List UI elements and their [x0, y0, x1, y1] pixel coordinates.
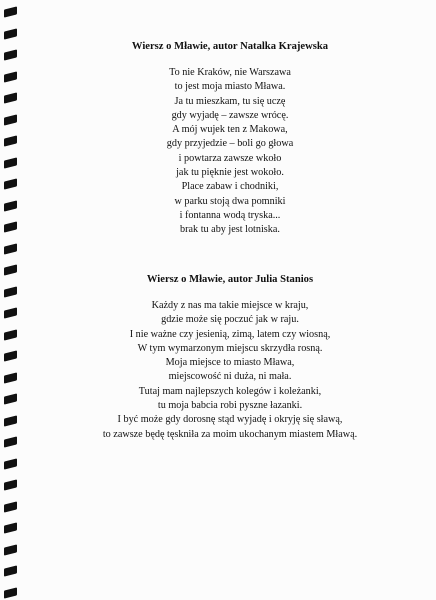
poem-line: To nie Kraków, nie Warszawa	[169, 67, 291, 78]
poem-line: jak tu pięknie jest wokoło.	[176, 167, 284, 179]
binding-hole	[4, 501, 17, 512]
spiral-binding	[0, 0, 24, 600]
binding-hole	[4, 372, 17, 383]
binding-hole	[4, 200, 17, 211]
binding-hole	[4, 565, 17, 576]
poem-julia-stanios	[30, 273, 430, 442]
poem-line: w parku stoją dwa pomniki	[174, 195, 286, 207]
poem-line: Place zabaw i chodniki,	[181, 181, 279, 193]
binding-hole	[4, 544, 17, 555]
binding-hole	[4, 243, 17, 254]
poem-line: gdzie może się poczuć jak w raju.	[161, 314, 299, 326]
poem-line: to zawsze będę tęskniła za moim ukochanym miastem Mławą.	[102, 428, 358, 440]
poem-line: Ja tu mieszkam, tu się uczę	[174, 95, 286, 107]
poem-line: tu moja babcia robi pyszne łazanki.	[157, 400, 303, 412]
poem-line: i fontanna wodą tryska...	[179, 209, 281, 221]
binding-hole	[4, 329, 17, 340]
binding-hole	[4, 114, 17, 125]
poem-lines	[30, 299, 430, 442]
poem-lines	[30, 66, 430, 238]
binding-hole	[4, 436, 17, 447]
binding-hole	[4, 350, 17, 361]
binding-hole	[4, 286, 17, 297]
poem-line: gdy wyjadę – zawsze wrócę.	[171, 109, 289, 121]
binding-hole	[4, 393, 17, 404]
poem-title: Wiersz o Mławie, autor Julia Stanios	[146, 274, 314, 285]
binding-hole	[4, 307, 17, 318]
binding-hole	[4, 458, 17, 469]
poem-line: to jest moja miasto Mława.	[174, 81, 286, 93]
poem-line: gdy przyjedzie – boli go głowa	[166, 138, 294, 150]
binding-hole	[4, 415, 17, 426]
poem-natalka-krajewska	[30, 40, 430, 238]
poem-line: W tym wymarzonym miejscu skrzydła rosną.	[137, 342, 323, 354]
binding-hole	[4, 587, 17, 598]
binding-hole	[4, 479, 17, 490]
binding-hole	[4, 28, 17, 39]
binding-hole	[4, 178, 17, 189]
binding-hole	[4, 49, 17, 60]
binding-hole	[4, 92, 17, 103]
poem-line: i powtarza zawsze wkoło	[178, 152, 282, 164]
poem-line: Moja miejsce to miasto Mława,	[165, 357, 295, 369]
binding-hole	[4, 157, 17, 168]
poem-line: Tutaj mam najlepszych kolegów i koleżanki,	[138, 385, 322, 397]
binding-hole	[4, 6, 17, 17]
binding-hole	[4, 264, 17, 275]
poem-line: brak tu aby jest lotniska.	[180, 224, 280, 236]
binding-hole	[4, 71, 17, 82]
poem-line: miejscowość ni duża, ni mała.	[168, 371, 292, 383]
binding-hole	[4, 221, 17, 232]
poem-line: Każdy z nas ma takie miejsce w kraju,	[151, 300, 309, 311]
binding-hole	[4, 135, 17, 146]
poem-line: I nie ważne czy jesienią, zimą, latem czy wiosną,	[129, 328, 331, 340]
binding-hole	[4, 522, 17, 533]
poem-title: Wiersz o Mławie, autor Natalka Krajewska	[131, 41, 329, 52]
poem-line: I być może gdy dorosnę stąd wyjadę i okryję się sławą,	[117, 414, 343, 426]
poem-line: A mój wujek ten z Makowa,	[172, 124, 288, 136]
